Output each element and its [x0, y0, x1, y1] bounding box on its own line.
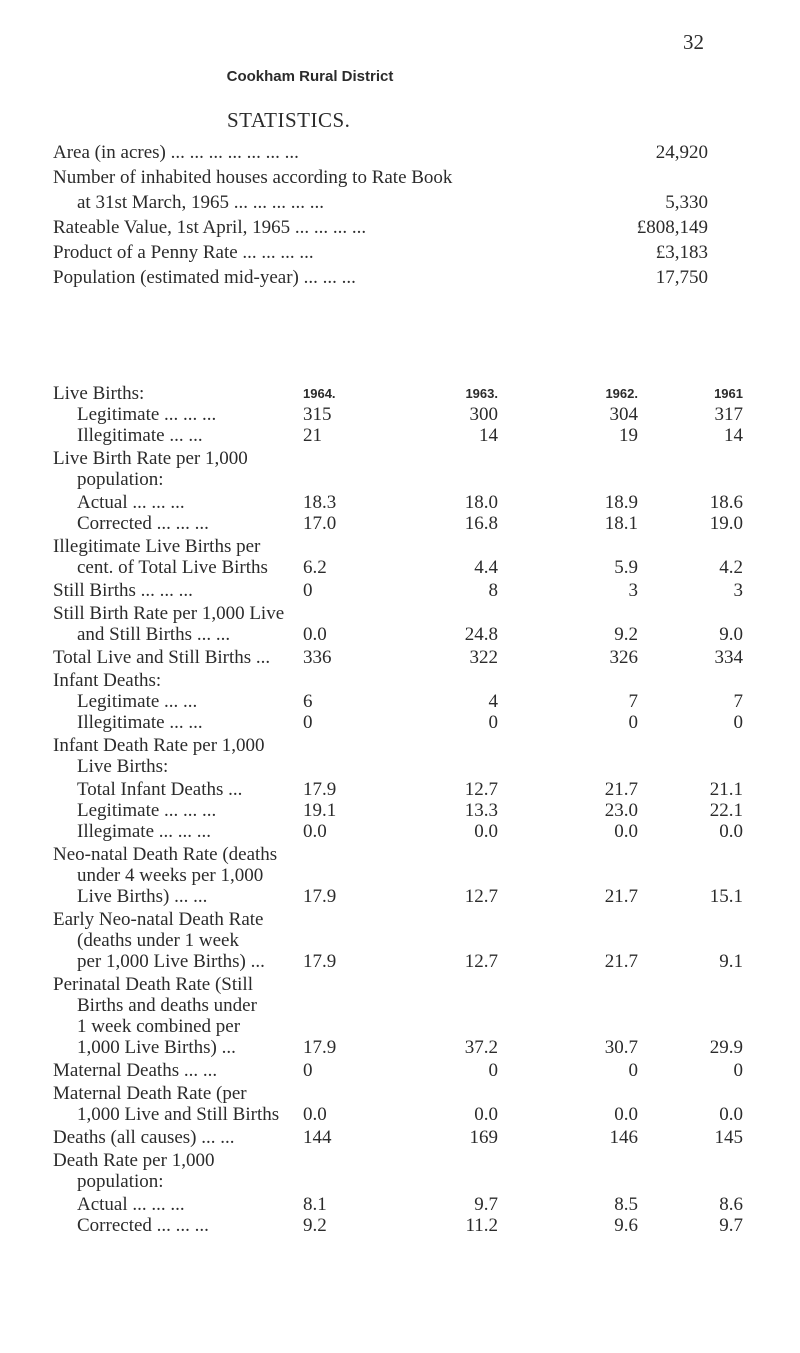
row-value: 7: [733, 691, 743, 712]
row-value: 30.7: [604, 1037, 638, 1058]
table-header-row: [53, 383, 743, 404]
row-value: 29.9: [709, 1037, 743, 1058]
row-label: 1 week combined per: [77, 1016, 241, 1037]
row-value: 9.6: [614, 1215, 638, 1236]
summary-label: Rateable Value, 1st April, 1965 ... ... ... ...: [53, 217, 367, 238]
row-value: 304: [609, 404, 638, 425]
row-label: Total Live and Still Births ...: [53, 647, 271, 668]
summary-row-population: [53, 265, 708, 290]
row-value: 8.5: [614, 1194, 638, 1215]
summary-row-houses-date: [53, 190, 708, 215]
table-row: [53, 800, 743, 821]
row-value: 8.1: [303, 1194, 327, 1215]
row-value: 300: [469, 404, 498, 425]
row-value: 0.0: [303, 624, 327, 645]
table-row: [53, 995, 743, 1016]
summary-label: at 31st March, 1965 ... ... ... ... ...: [77, 192, 324, 213]
table-row: [53, 756, 743, 777]
table-row: [53, 974, 743, 995]
year-header: 1962.: [605, 386, 638, 401]
statistics-table: [53, 383, 743, 1236]
row-value: 3: [733, 580, 743, 601]
table-row: [53, 1127, 743, 1148]
summary-value: £808,149: [636, 217, 708, 238]
summary-row-area: [53, 140, 708, 165]
row-value: 0.0: [474, 1104, 498, 1125]
row-label: Illegitimate ... ...: [77, 425, 203, 446]
row-label: Total Infant Deaths ...: [77, 779, 243, 800]
table-row: [53, 603, 743, 624]
table-row: [53, 1150, 743, 1171]
row-value: 6.2: [303, 557, 327, 578]
row-value: 21.7: [604, 886, 638, 907]
table-row: [53, 844, 743, 865]
year-header: 1964.: [303, 386, 336, 401]
row-value: 19.0: [709, 513, 743, 534]
row-value: 21.1: [709, 779, 743, 800]
table-row: [53, 647, 743, 668]
row-label: Deaths (all causes) ... ...: [53, 1127, 235, 1148]
row-value: 145: [714, 1127, 743, 1148]
row-value: 22.1: [709, 800, 743, 821]
table-row: [53, 865, 743, 886]
table-row: [53, 1194, 743, 1215]
row-label: per 1,000 Live Births) ...: [77, 951, 265, 972]
row-label: Live Births:: [77, 756, 169, 777]
summary-value: 24,920: [655, 142, 708, 163]
row-value: 12.7: [464, 886, 498, 907]
row-value: 11.2: [465, 1215, 498, 1236]
row-value: 0.0: [719, 821, 743, 842]
table-row: [53, 691, 743, 712]
row-value: 9.7: [474, 1194, 498, 1215]
live-births-heading: Live Births:: [53, 383, 145, 404]
row-value: 3: [628, 580, 638, 601]
row-label: Perinatal Death Rate (Still: [53, 974, 253, 995]
table-row: [53, 779, 743, 800]
table-row: [53, 1083, 743, 1104]
row-value: 19.1: [303, 800, 337, 821]
row-value: 17.0: [303, 513, 337, 534]
row-label: Corrected ... ... ...: [77, 513, 209, 534]
row-value: 8.6: [719, 1194, 743, 1215]
table-row: [53, 930, 743, 951]
row-value: 169: [469, 1127, 498, 1148]
row-value: 4.4: [474, 557, 498, 578]
row-value: 336: [303, 647, 332, 668]
summary-value: £3,183: [655, 242, 708, 263]
row-value: 0: [303, 712, 313, 733]
row-value: 15.1: [709, 886, 743, 907]
row-value: 0: [628, 712, 638, 733]
row-value: 0.0: [614, 1104, 638, 1125]
row-value: 17.9: [303, 886, 337, 907]
row-label: and Still Births ... ...: [77, 624, 231, 645]
table-row: [53, 580, 743, 601]
table-row: [53, 1060, 743, 1081]
page-number: 32: [683, 30, 704, 54]
row-label: 1,000 Live Births) ...: [77, 1037, 236, 1058]
row-value: 6: [303, 691, 313, 712]
row-value: 9.1: [719, 951, 743, 972]
row-value: 334: [714, 647, 743, 668]
summary-value: 17,750: [655, 267, 708, 288]
table-row: [53, 425, 743, 446]
row-label: Early Neo-natal Death Rate: [53, 909, 264, 930]
row-label: Still Births ... ... ...: [53, 580, 193, 601]
summary-label: Number of inhabited houses according to Rate Book: [53, 167, 453, 188]
row-value: 8: [488, 580, 498, 601]
row-label: (deaths under 1 week: [77, 930, 239, 951]
row-value: 13.3: [464, 800, 498, 821]
table-row: [53, 1104, 743, 1125]
row-value: 37.2: [464, 1037, 498, 1058]
row-value: 0: [628, 1060, 638, 1081]
table-row: [53, 1171, 743, 1192]
district-heading: Cookham Rural District: [226, 68, 394, 85]
summary-row-houses: [53, 165, 708, 190]
table-row: [53, 951, 743, 972]
row-value: 0: [303, 1060, 313, 1081]
row-value: 9.2: [614, 624, 638, 645]
row-label: Births and deaths under: [77, 995, 257, 1016]
row-label: Neo-natal Death Rate (deaths: [53, 844, 278, 865]
summary-label: Product of a Penny Rate ... ... ... ...: [53, 242, 314, 263]
table-row: [53, 670, 743, 691]
row-value: 14: [724, 425, 743, 446]
row-value: 0: [733, 712, 743, 733]
row-label: population:: [77, 469, 164, 490]
table-row: [53, 404, 743, 425]
row-label: cent. of Total Live Births: [77, 557, 268, 578]
row-value: 18.9: [604, 492, 638, 513]
row-value: 315: [303, 404, 332, 425]
summary-row-penny-rate: [53, 240, 708, 265]
row-value: 4: [488, 691, 498, 712]
row-value: 144: [303, 1127, 332, 1148]
table-row: [53, 886, 743, 907]
row-value: 9.7: [719, 1215, 743, 1236]
row-value: 0: [488, 1060, 498, 1081]
table-row: [53, 735, 743, 756]
row-label: Death Rate per 1,000: [53, 1150, 215, 1171]
row-label: Infant Death Rate per 1,000: [53, 735, 265, 756]
row-label: Legitimate ... ... ...: [77, 404, 217, 425]
table-row: [53, 909, 743, 930]
row-label: 1,000 Live and Still Births: [77, 1104, 280, 1125]
summary-row-rateable: [53, 215, 708, 240]
row-value: 16.8: [464, 513, 498, 534]
row-label: Maternal Death Rate (per: [53, 1083, 247, 1104]
row-value: 0.0: [614, 821, 638, 842]
table-row: [53, 513, 743, 534]
row-label: under 4 weeks per 1,000: [77, 865, 264, 886]
table-row: [53, 492, 743, 513]
row-label: Illegitimate ... ...: [77, 712, 203, 733]
row-value: 9.2: [303, 1215, 327, 1236]
table-row: [53, 821, 743, 842]
row-label: Live Birth Rate per 1,000: [53, 448, 248, 469]
row-label: population:: [77, 1171, 164, 1192]
row-value: 4.2: [719, 557, 743, 578]
table-row: [53, 1016, 743, 1037]
row-label: Live Births) ... ...: [77, 886, 208, 907]
row-value: 0: [733, 1060, 743, 1081]
table-body: [53, 404, 743, 1236]
table-row: [53, 557, 743, 578]
row-value: 12.7: [464, 951, 498, 972]
table-row: [53, 536, 743, 557]
row-value: 17.9: [303, 779, 337, 800]
row-value: 0.0: [474, 821, 498, 842]
row-label: Illegimate ... ... ...: [77, 821, 212, 842]
row-value: 24.8: [464, 624, 498, 645]
row-value: 0: [303, 580, 313, 601]
row-value: 21: [303, 425, 322, 446]
row-value: 326: [609, 647, 638, 668]
row-value: 17.9: [303, 1037, 337, 1058]
summary-value: 5,330: [665, 192, 708, 213]
row-value: 0.0: [303, 1104, 327, 1125]
row-value: 21.7: [604, 951, 638, 972]
statistics-title: STATISTICS.: [227, 108, 351, 132]
row-label: Corrected ... ... ...: [77, 1215, 209, 1236]
row-value: 317: [714, 404, 743, 425]
row-value: 18.1: [604, 513, 638, 534]
table-row: [53, 1037, 743, 1058]
row-value: 9.0: [719, 624, 743, 645]
row-label: Legitimate ... ...: [77, 691, 198, 712]
row-value: 7: [628, 691, 638, 712]
row-value: 0.0: [719, 1104, 743, 1125]
row-value: 0: [488, 712, 498, 733]
row-value: 14: [479, 425, 498, 446]
table-row: [53, 469, 743, 490]
row-value: 21.7: [604, 779, 638, 800]
row-value: 5.9: [614, 557, 638, 578]
table-row: [53, 712, 743, 733]
summary-label: Area (in acres) ... ... ... ... ... ... ...: [53, 142, 299, 163]
row-value: 18.0: [464, 492, 498, 513]
row-value: 18.6: [709, 492, 743, 513]
table-row: [53, 448, 743, 469]
row-value: 322: [469, 647, 498, 668]
row-label: Actual ... ... ...: [77, 492, 185, 513]
row-value: 146: [609, 1127, 638, 1148]
row-label: Illegitimate Live Births per: [53, 536, 261, 557]
row-label: Actual ... ... ...: [77, 1194, 185, 1215]
row-value: 23.0: [604, 800, 638, 821]
row-value: 0.0: [303, 821, 327, 842]
row-label: Still Birth Rate per 1,000 Live: [53, 603, 285, 624]
table-row: [53, 1215, 743, 1236]
row-value: 17.9: [303, 951, 337, 972]
row-label: Legitimate ... ... ...: [77, 800, 217, 821]
row-value: 18.3: [303, 492, 337, 513]
row-value: 12.7: [464, 779, 498, 800]
year-header: 1963.: [465, 386, 498, 401]
row-label: Infant Deaths:: [53, 670, 162, 691]
summary-section: [53, 140, 708, 290]
year-header: 1961: [714, 386, 743, 401]
summary-label: Population (estimated mid-year) ... ... ...: [53, 267, 356, 288]
table-row: [53, 624, 743, 645]
row-value: 19: [619, 425, 638, 446]
row-label: Maternal Deaths ... ...: [53, 1060, 218, 1081]
